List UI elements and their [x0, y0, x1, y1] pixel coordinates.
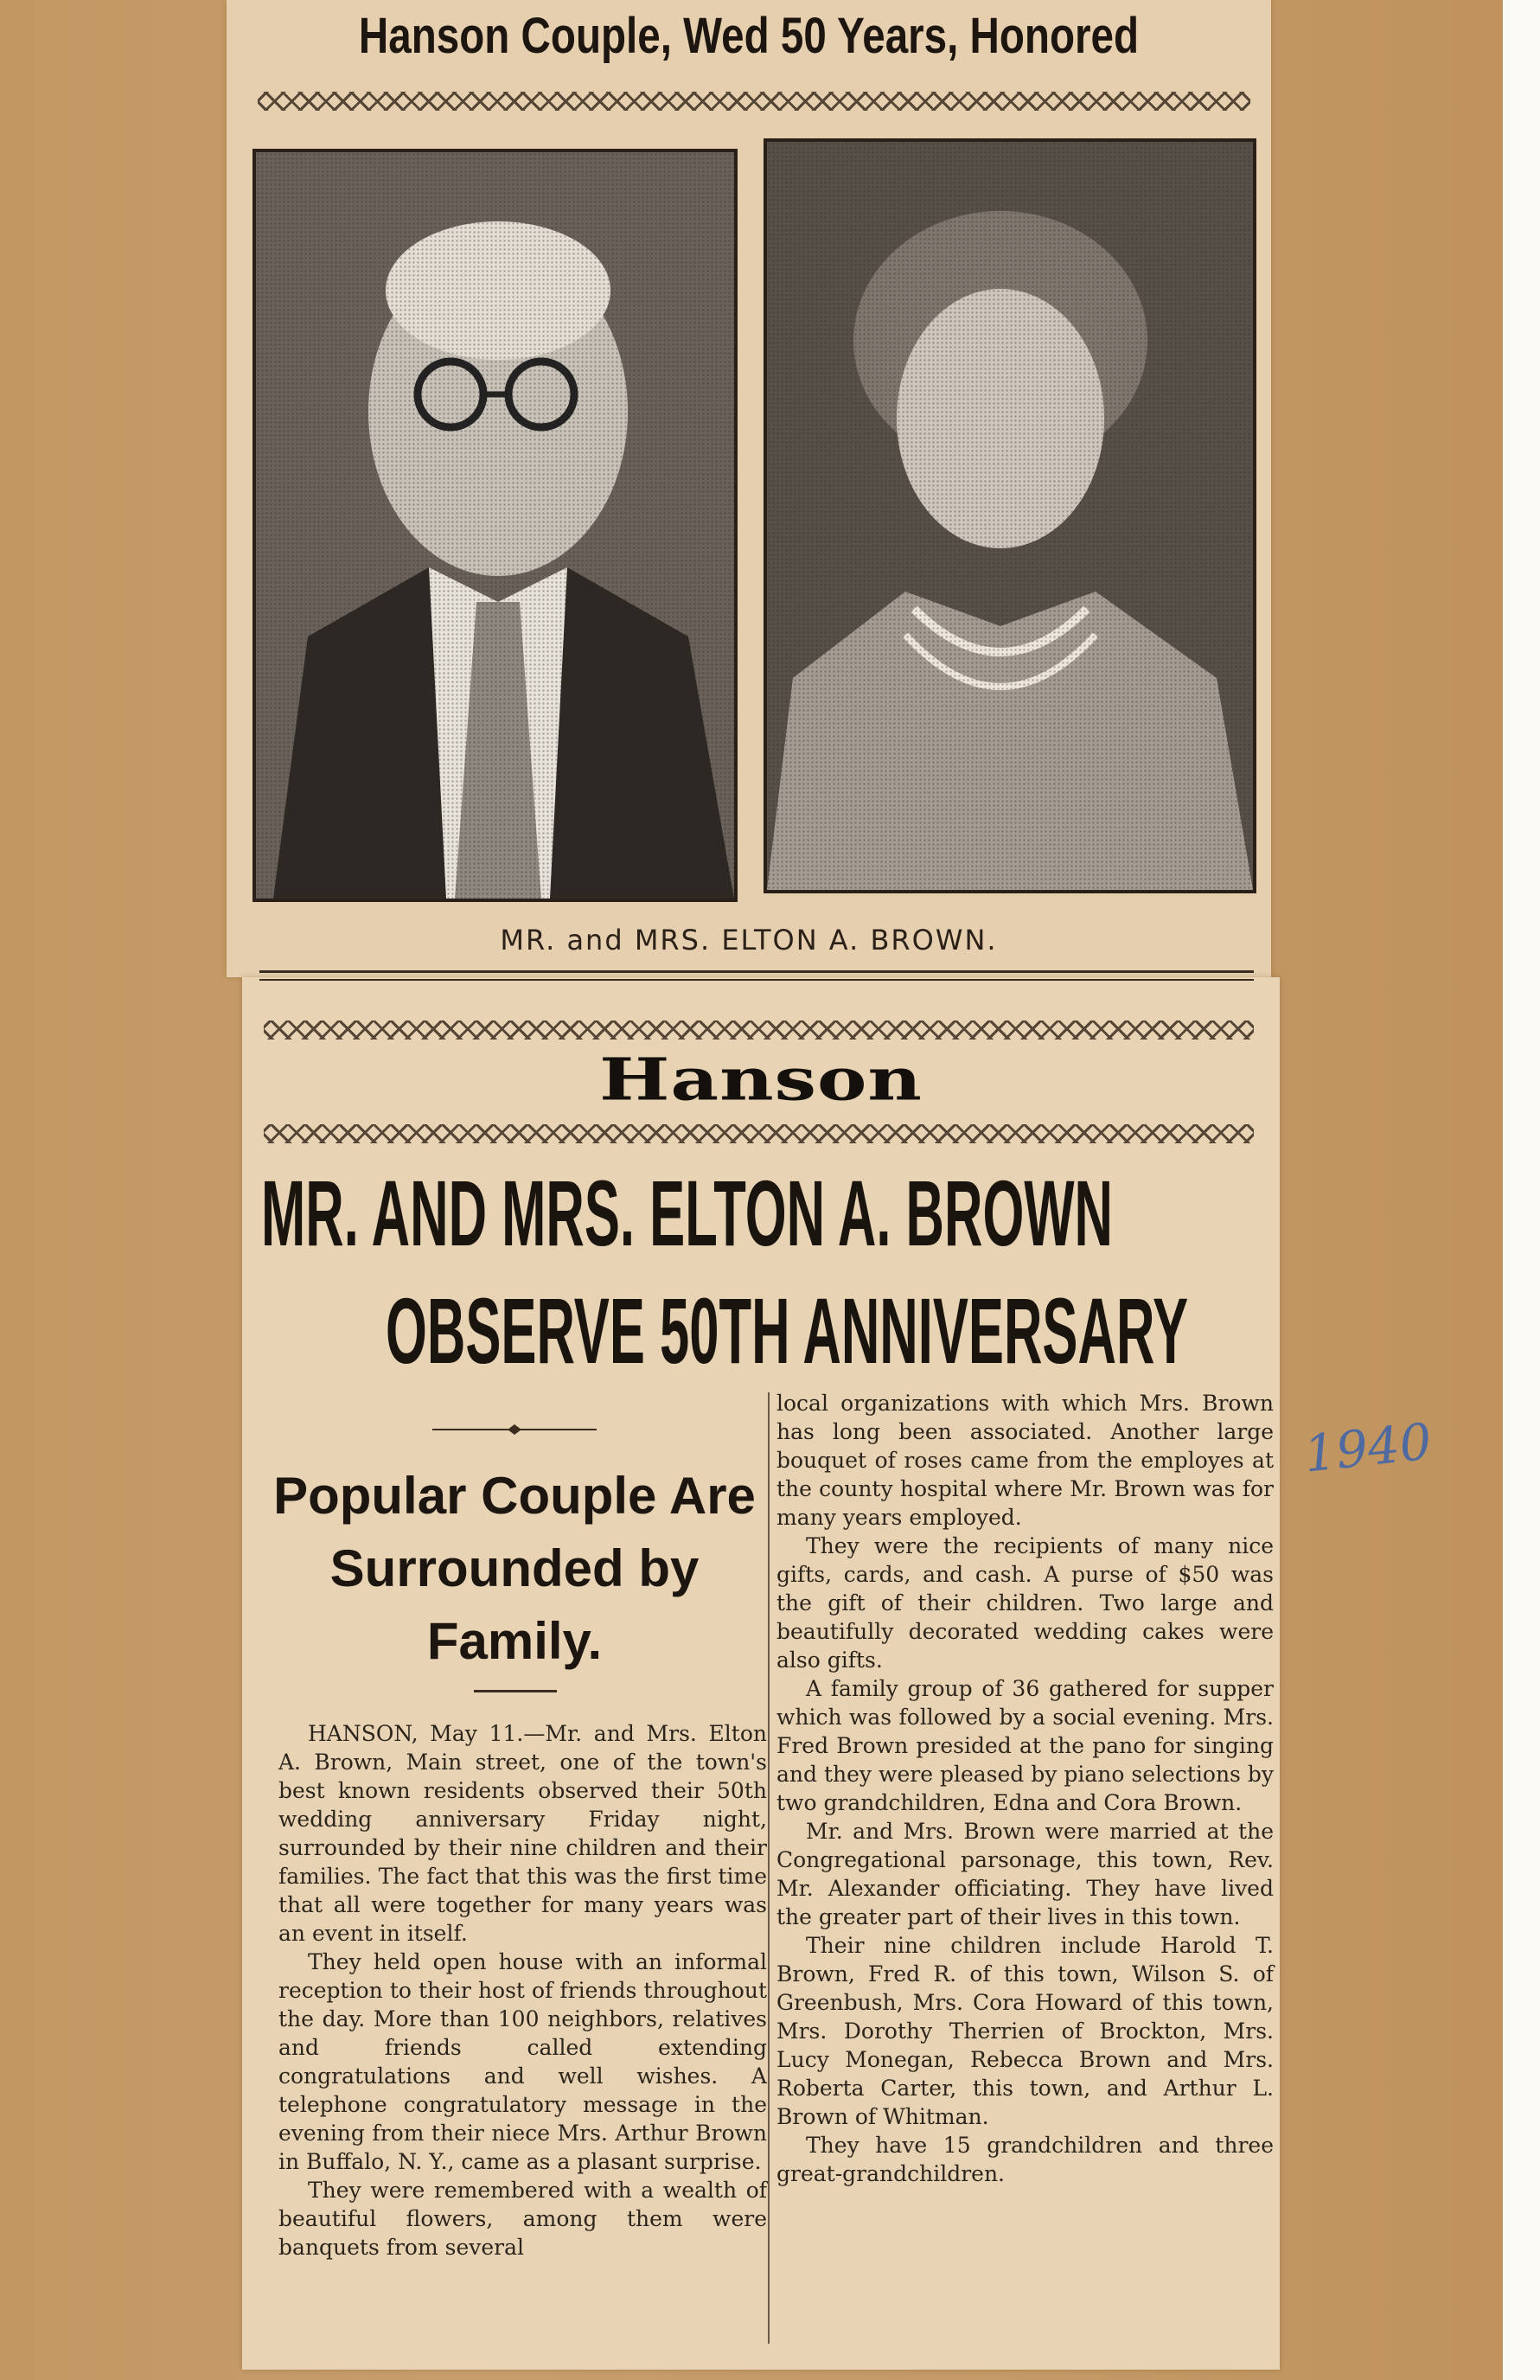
decorative-border: [258, 92, 1250, 111]
article-paragraph: HANSON, May 11.—Mr. and Mrs. Elton A. Brown, Main street, one of the town's best known residents observed their 50th wedding anniversary Friday night, surrounded by their nine children and their families. The fact that this was the first time that all were together for many years was an event in itself.: [278, 1721, 767, 1946]
article-paragraph: They have 15 grandchildren and three great-grandchildren.: [776, 2133, 1274, 2186]
article-paragraph: They were remembered with a wealth of beautiful flowers, among them were banquets from several: [278, 2178, 767, 2260]
article-column-right: [776, 1389, 1274, 2188]
decorative-border: [264, 1124, 1254, 1143]
article-paragraph: Mr. and Mrs. Brown were married at the Congregational parsonage, this town, Rev. Mr. Alexander officiating. They have lived the greater part of their lives in this town.: [776, 1819, 1274, 1929]
article-paragraph: They were the recipients of many nice gifts, cards, and cash. A purse of $50 was the gift of their children. Two large and beautifully decorated wedding cakes were also gifts.: [776, 1533, 1274, 1673]
portrait-man-photo: [252, 149, 738, 902]
handwritten-year-note: 1940: [1300, 1411, 1435, 1484]
article-paragraph: local organizations with which Mrs. Brown has long been associated. Another large bouquet of roses came from the employes at the county hospital where Mr. Brown was for many years employed.: [776, 1391, 1274, 1530]
portrait-woman-photo-image: [767, 142, 1253, 890]
page-edge: [1503, 0, 1540, 2380]
column-divider: [768, 1392, 770, 2344]
article-paragraph: They held open house with an informal reception to their host of friends throughout the day. More than 100 neighbors, relatives and friends called extending congratulations and well wishes. A telephone congratulatory message in the evening from their niece Mrs. Arthur Brown in Buffalo, N. Y., came as a plasant surprise.: [278, 1949, 767, 2174]
main-headline-line-2: OBSERVE 50TH ANNIVERSARY: [386, 1278, 1189, 1383]
divider-rule: [259, 970, 1254, 973]
article-paragraph: A family group of 36 gathered for supper which was followed by a social evening. Mrs. Fred Brown presided at the pano for singing and they were pleased by piano selections by two grandchildren, Edna and Cora Brown.: [776, 1676, 1274, 1815]
main-headline-line-1: MR. AND MRS. ELTON A. BROWN: [261, 1161, 1113, 1265]
portrait-man-photo-image: [256, 152, 734, 899]
ornament-divider: [432, 1424, 597, 1436]
photo-caption: MR. and MRS. ELTON A. BROWN.: [500, 924, 998, 956]
article-column-left: [278, 1719, 767, 2262]
short-rule: [474, 1690, 557, 1692]
article-paragraph: Their nine children include Harold T. Brown, Fred R. of this town, Wilson S. of Greenbush, Mrs. Cora Howard of this town, Mrs. Dorothy Therrien of Brockton, Mrs. Lucy Monegan, Rebecca Brown and Mrs. Roberta Carter, this town, and Arthur L. Brown of Whitman.: [776, 1933, 1274, 2129]
headline: Hanson Couple, Wed 50 Years, Honored: [358, 8, 1140, 64]
section-title: Hanson: [599, 1046, 923, 1114]
divider-rule: [259, 979, 1254, 981]
decorative-border: [264, 1020, 1254, 1040]
sub-headline: Popular Couple Are Surrounded by Family.: [273, 1467, 756, 1670]
portrait-woman-photo: [764, 138, 1256, 893]
